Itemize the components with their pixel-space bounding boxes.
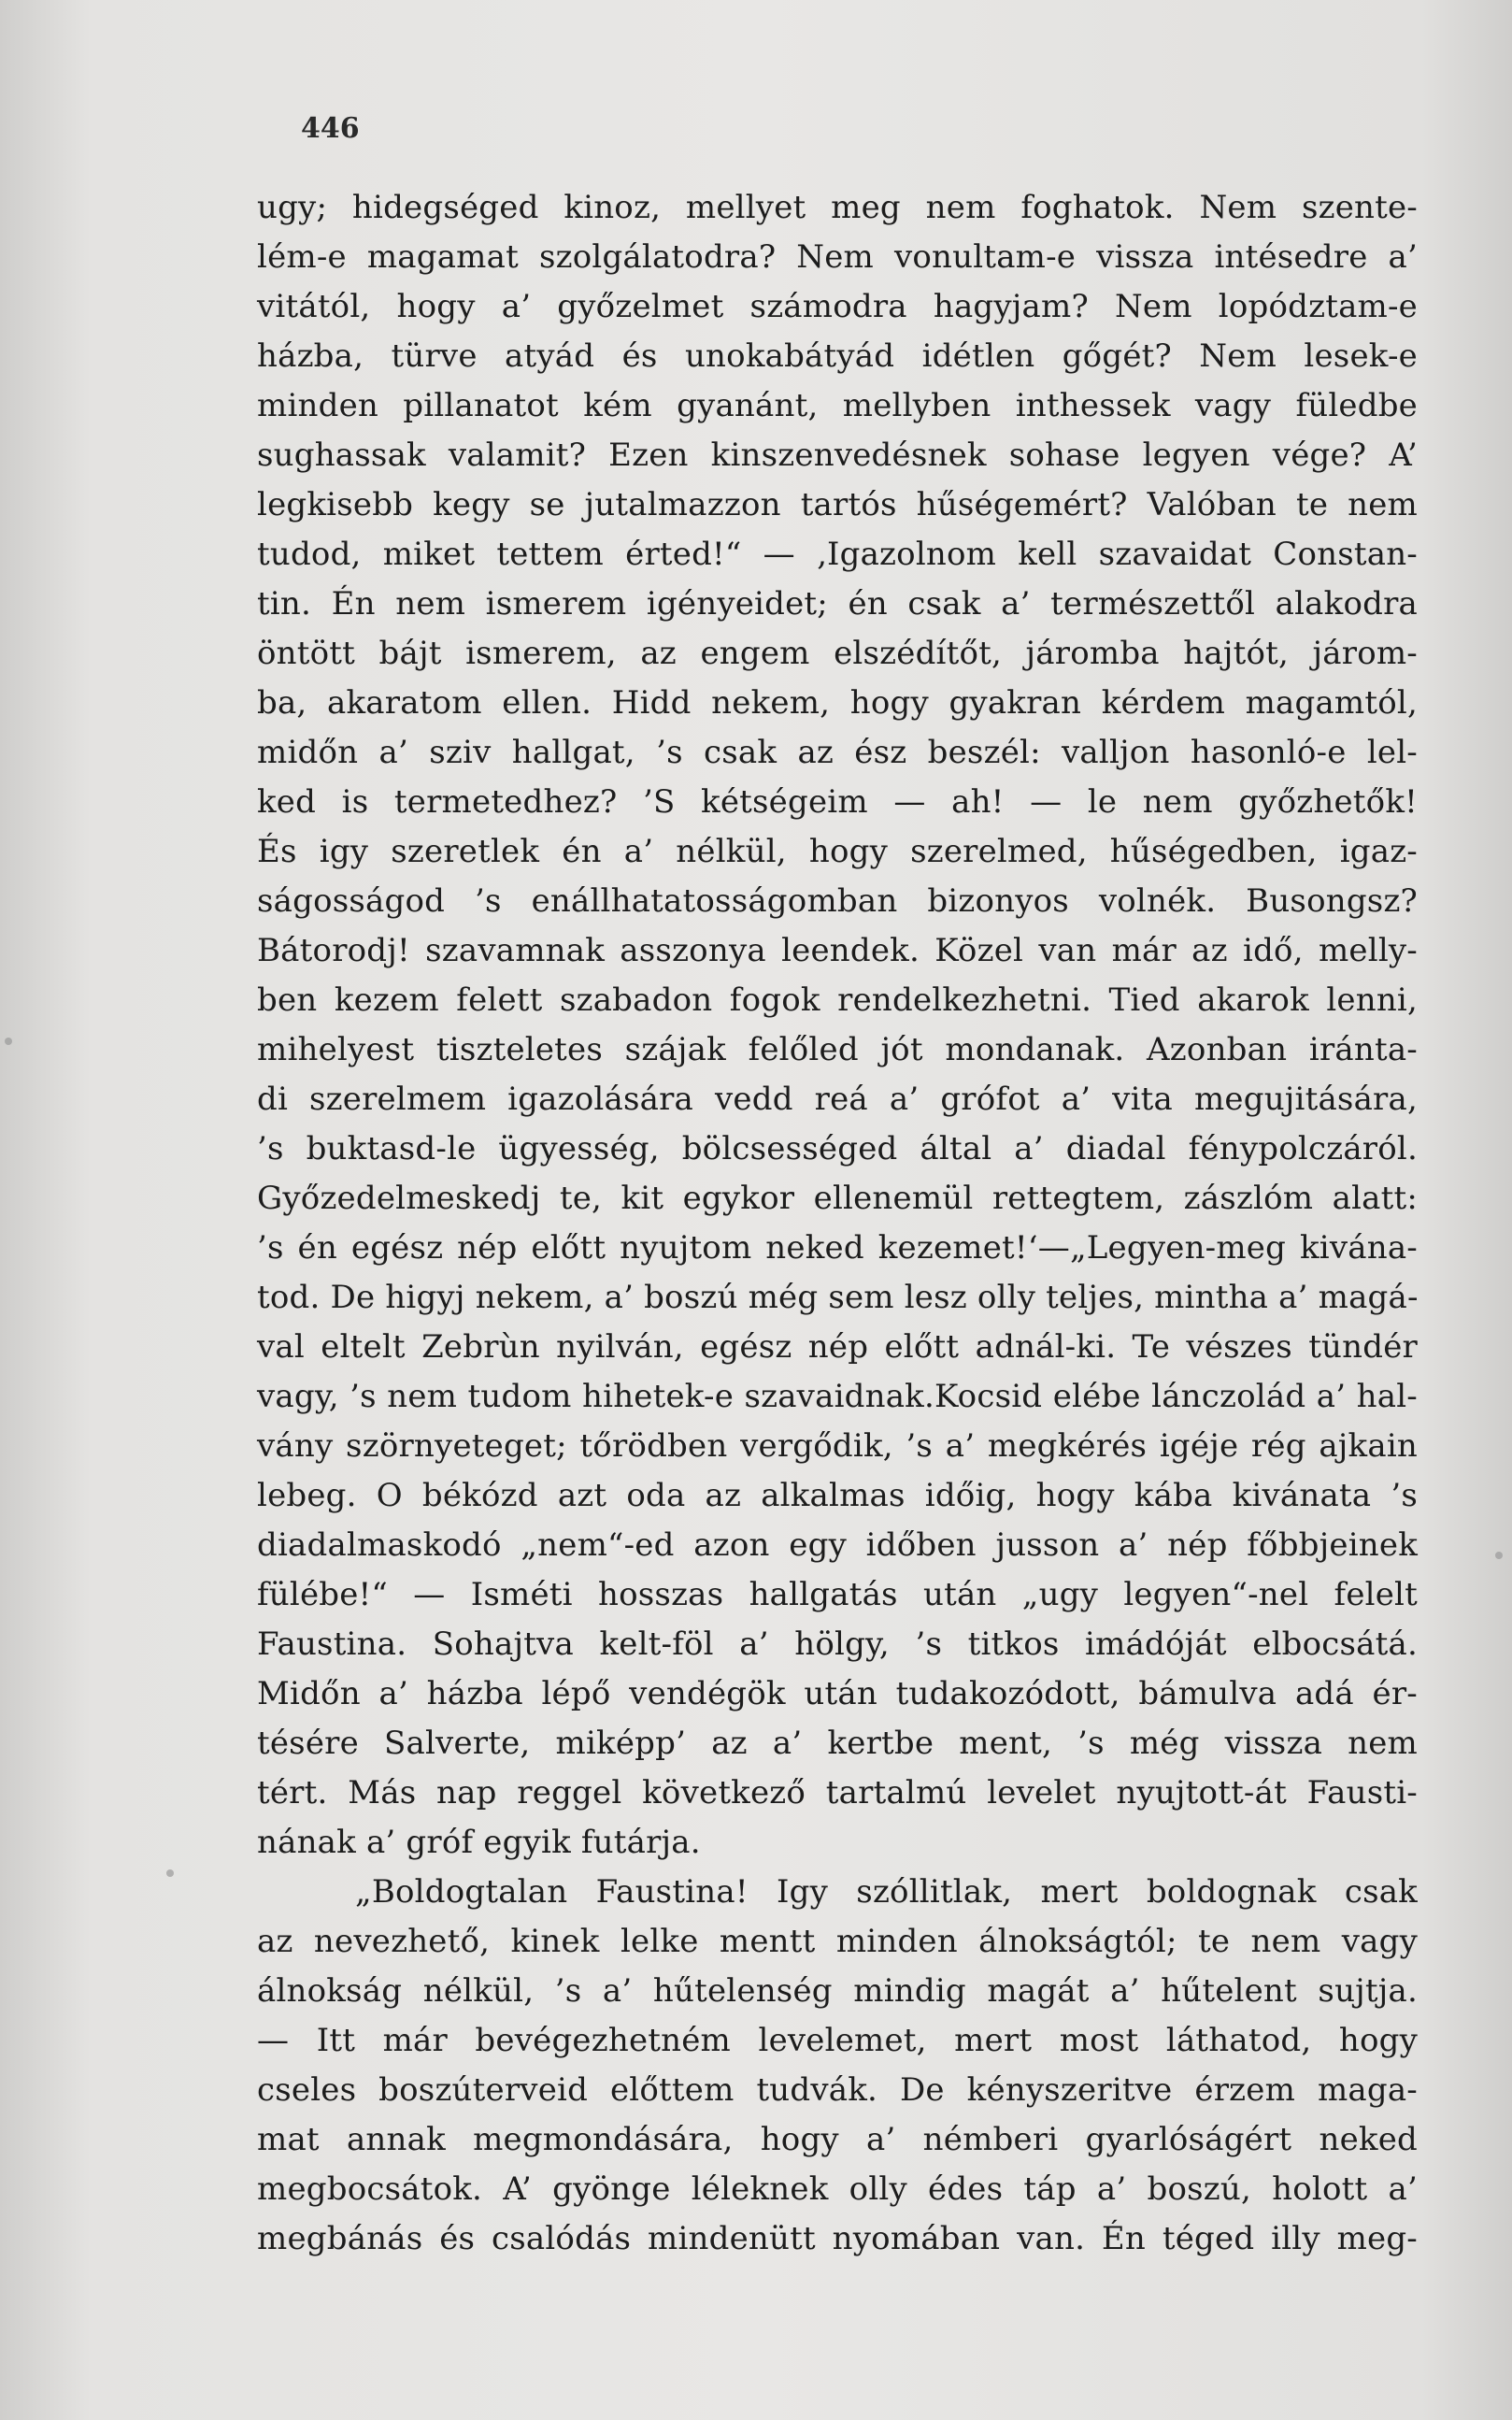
text-line: Bátorodj! szavamnak asszonya leendek. Közel van már az idő, melly- xyxy=(257,932,1418,969)
text-line: sughassak valamit? Ezen kinszenvedésnek sohase legyen vége? A’ xyxy=(257,437,1418,474)
text-line: öntött bájt ismerem, az engem elszédítőt, járomba hajtót, járom- xyxy=(257,635,1418,672)
text-line: Faustina. Sohajtva kelt-föl a’ hölgy, ’s titkos imádóját elbocsátá. xyxy=(257,1625,1418,1663)
text-line: megbocsátok. A’ gyönge léleknek olly édes táp a’ boszú, holott a’ xyxy=(257,2170,1418,2208)
text-line: di szerelmem igazolására vedd reá a’ grófot a’ vita megujitására, xyxy=(257,1081,1418,1118)
text-line: ugy; hidegséged kinoz, mellyet meg nem foghatok. Nem szente- xyxy=(257,189,1418,226)
text-line: vány szörnyeteget; tőrödben vergődik, ’s a’ megkérés igéje rég ajkain xyxy=(257,1427,1418,1465)
text-line: házba, türve atyád és unokabátyád idétlen gőgét? Nem lesek-e xyxy=(257,337,1418,375)
scan-speck xyxy=(166,1869,174,1877)
text-line: ked is termetedhez? ’S kétségeim — ah! — le nem győzhetők! xyxy=(257,783,1418,821)
text-line: álnokság nélkül, ’s a’ hűtelenség mindig magát a’ hűtelent sujtja. xyxy=(257,1972,1418,2010)
text-line: Midőn a’ házba lépő vendégök után tudakozódott, bámulva adá ér- xyxy=(257,1675,1418,1712)
text-line: ben kezem felett szabadon fogok rendelkezhetni. Tied akarok lenni, xyxy=(257,981,1418,1019)
text-line: És igy szeretlek én a’ nélkül, hogy szerelmed, hűségedben, igaz- xyxy=(257,833,1418,870)
text-line: mat annak megmondására, hogy a’ némberi gyarlóságért neked xyxy=(257,2121,1418,2158)
text-line: diadalmaskodó „nem“-ed azon egy időben jusson a’ nép főbbjeinek xyxy=(257,1526,1418,1564)
body-text xyxy=(257,183,1418,2264)
text-line: ’s buktasd-le ügyesség, bölcsességed által a’ diadal fénypolczáról. xyxy=(257,1130,1418,1167)
scan-speck xyxy=(1495,1552,1503,1559)
text-line: tésére Salverte, miképp’ az a’ kertbe ment, ’s még vissza nem xyxy=(257,1725,1418,1762)
text-line: — Itt már bevégezhetném levelemet, mert most láthatod, hogy xyxy=(257,2022,1418,2059)
text-line: vitától, hogy a’ győzelmet számodra hagyjam? Nem lopództam-e xyxy=(257,288,1418,325)
scan-speck xyxy=(5,1038,12,1045)
text-line: lém-e magamat szolgálatodra? Nem vonultam-e vissza intésedre a’ xyxy=(257,238,1418,276)
page-number: 446 xyxy=(301,112,360,145)
text-line: nának a’ gróf egyik futárja. xyxy=(257,1824,701,1861)
text-line: Győzedelmeskedj te, kit egykor ellenemül rettegtem, zászlóm alatt: xyxy=(257,1180,1418,1217)
text-line: tin. Én nem ismerem igényeidet; én csak a’ természettől alakodra xyxy=(257,585,1418,623)
text-line: tudod, miket tettem érted!“ — ‚Igazolnom kell szavaidat Constan- xyxy=(257,536,1418,573)
text-line: lebeg. O békózd azt oda az alkalmas időig, hogy kába kivánata ’s xyxy=(257,1477,1418,1514)
text-line: az nevezhető, kinek lelke mentt minden álnokságtól; te nem vagy xyxy=(257,1923,1418,1960)
text-line: ságosságod ’s enállhatatosságomban bizonyos volnék. Busongsz? xyxy=(257,882,1418,920)
text-line: val eltelt Zebrùn nyilván, egész nép előtt adnál-ki. Te vészes tündér xyxy=(257,1328,1418,1366)
text-line: ’s én egész nép előtt nyujtom neked kezemet!‘—„Legyen-meg kivána- xyxy=(257,1229,1418,1267)
text-line: cseles boszúterveid előttem tudvák. De kényszeritve érzem maga- xyxy=(257,2071,1418,2109)
text-line: vagy, ’s nem tudom hihetek-e szavaidnak.Kocsid elébe lánczolád a’ hal- xyxy=(257,1378,1418,1415)
text-line: midőn a’ sziv hallgat, ’s csak az ész beszél: valljon hasonló-e lel- xyxy=(257,734,1418,771)
text-line: tod. De higyj nekem, a’ boszú még sem lesz olly teljes, mintha a’ magá- xyxy=(257,1279,1419,1316)
text-line: fülébe!“ — Isméti hosszas hallgatás után „ugy legyen“-nel felelt xyxy=(257,1576,1418,1613)
text-line: mihelyest tiszteletes szájak felőled jót mondanak. Azonban iránta- xyxy=(257,1031,1418,1068)
text-line: ba, akaratom ellen. Hidd nekem, hogy gyakran kérdem magamtól, xyxy=(257,684,1418,722)
text-line: tért. Más nap reggel következő tartalmú levelet nyujtott-át Fausti- xyxy=(257,1774,1418,1811)
text-line: megbánás és csalódás mindenütt nyomában van. Én téged illy meg- xyxy=(257,2220,1418,2257)
text-line: legkisebb kegy se jutalmazzon tartós hűségemért? Valóban te nem xyxy=(257,486,1418,523)
text-line: minden pillanatot kém gyanánt, mellyben inthessek vagy füledbe xyxy=(257,387,1418,424)
text-line: „Boldogtalan Faustina! Igy szóllitlak, mert boldognak csak xyxy=(355,1873,1418,1911)
